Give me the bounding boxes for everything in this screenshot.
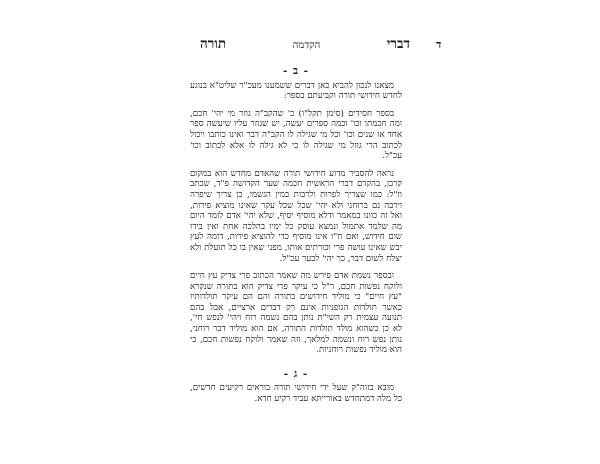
header-title: תורה xyxy=(200,36,227,52)
paragraph: מצאנו לנכון להביא כאן דברים ששמענו מעכ"ר שליט"א בנוגע לחדש חידושי תורה וקביעתם בספר: xyxy=(190,80,402,102)
running-head xyxy=(200,36,410,54)
text-column xyxy=(190,66,402,412)
header-section: הקדמה xyxy=(292,40,321,51)
paragraph: מובא בזוה"ק שעל ידי חידושי תורה בוראים רקיעים חדשים, כל מלה דמתחדש באורייתא עביד רקיע חדא. xyxy=(190,383,402,405)
page-number: ד xyxy=(436,38,442,51)
section-divider-2: - ב - xyxy=(282,65,310,77)
header-parasha: דברי xyxy=(386,36,410,52)
paragraph: נראה להסביר מדוע חידושי תורה שהאדם מחדש הוא במקום קרבן, בהקדם דברי הראשית חכמה שער הקדושה פ"ד, שכתב וז"ל: כמו שצריך לפרות ולרבות במין הגשמי, כן צריך שיפרה וירבה גם ברוחני ולא יהי' שכל שכל עקר שאינו מוציא פירות, ואל זה כוונו במאמר ודלא מוסיף יסיף, שלא יהי' אדם לומד היום מה שלמד אתמול ונמצא עוסק כל ימיו בהלכה אחת ואין בידו שום חידוש, ואם ח"ו אינו מוסיף כדי להוציא פירות, דומה לעץ יבש שאינו עושה פרי וכורתים אותו, מפני שאין בו כל תועלת ולא יצלח לשום דבר, כך יהי' לבער עכ"ל. xyxy=(190,168,402,264)
paragraph: בספר חסידים (סימן תקל"ו) כ' שהקב"ה גוזר מי יהי' חכם, ומה חכמתו וכו' וכמה ספרים יעשה, יש שגוזר עליו שיעשה ספר אחד או שנים וכו' וכל מי שגילה לו הקב"ה דבר ואינו כותבו ויכול לכתוב הרי גוזל מי שגילה לו כי לא גילה לו אלא לכתוב וכו' עכ"ל. xyxy=(190,108,402,162)
paragraph: ובספר נשמת אדם פירש מה שאמר הכתוב פרי צדיק עץ חיים ולוקח נפשות חכם, ר"ל כי עיקר פרי צדיק הוא בתורה שנקרא "עץ חיים" כי מוליד חידושים בתורה והם הם עיקר תולדותיו כאשר תולדות הגופניות אינם רק דברים ארציים, אבל בהם תנועה עצמית רק השי"ת נותן בהם נשמה רוח ויהי' לנפש חי', לא כן כשהוא מולד תולדות התורה, אם הוא מוליד דבר רוחני, נותן נפש רוח ונשמה למלאך, וזה שאמר ולוקח נפשות חכם, כי הוא מוליד נפשות רוחניות. xyxy=(190,271,402,356)
section-divider-3: - ג - xyxy=(283,367,309,380)
